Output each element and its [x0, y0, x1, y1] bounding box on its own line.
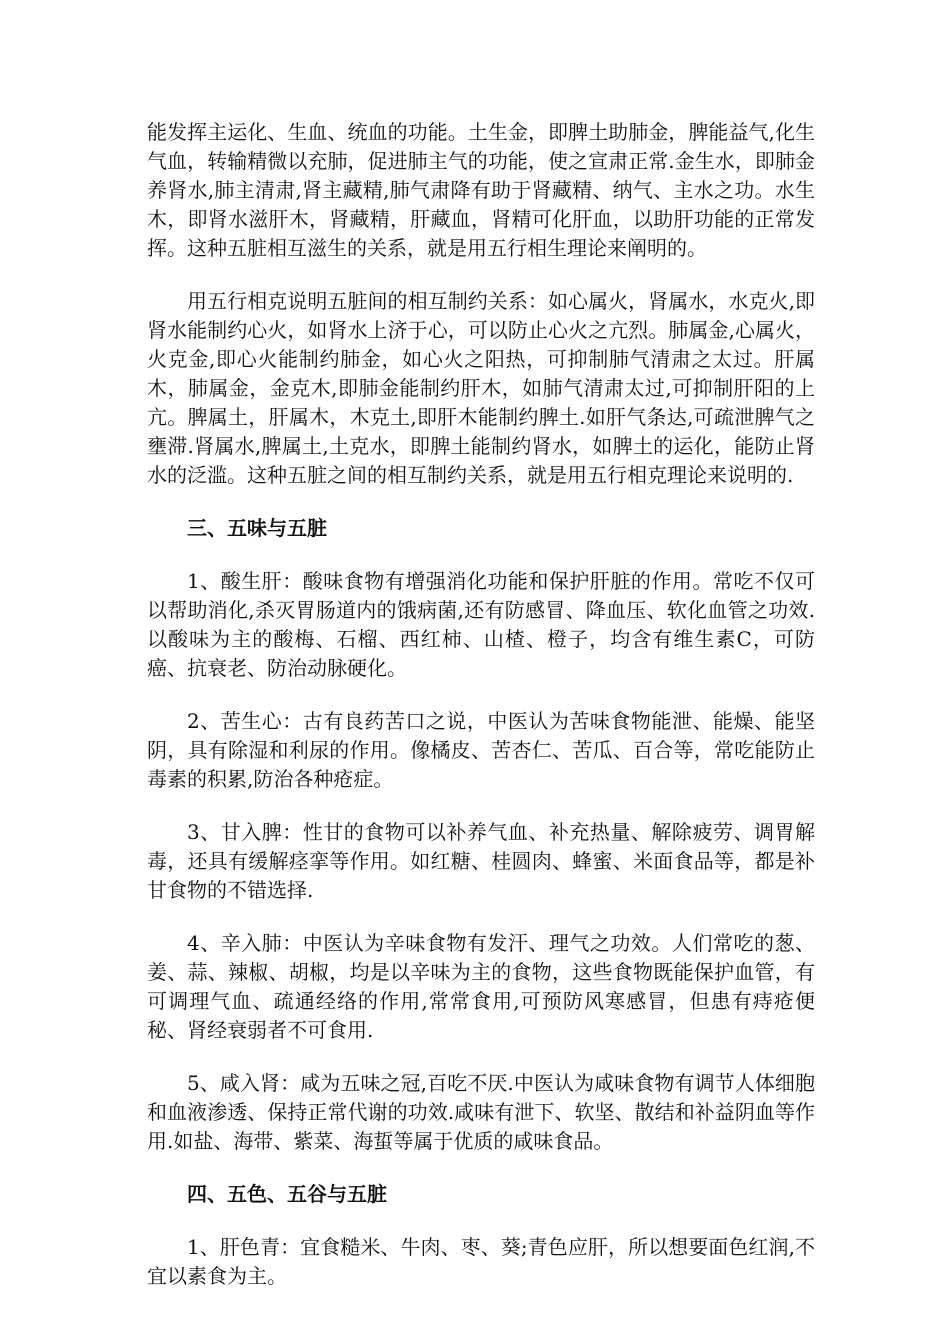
paragraph-sour-liver: 1、酸生肝：酸味食物有增强消化功能和保护肝脏的作用。常吃不仅可以帮助消化,杀灭胃肠道内的饿病菌,还有防感冒、降血压、软化血管之功效.以酸味为主的酸梅、石榴、西红柿、山楂、橙子，均含有维生素C，可防癌、抗衰老、防治动脉硬化。	[147, 569, 815, 680]
paragraph-bitter-heart: 2、苦生心：古有良药苦口之说，中医认为苦味食物能泄、能燥、能坚阴，具有除湿和利尿的作用。像橘皮、苦杏仁、苦瓜、百合等，常吃能防止毒素的积累,防治各种疮症。	[147, 709, 815, 791]
paragraph-pungent-lung: 4、辛入肺：中医认为辛味食物有发汗、理气之功效。人们常吃的葱、姜、蒜、辣椒、胡椒，均是以辛味为主的食物，这些食物既能保护血管，有可调理气血、疏通经络的作用,常常食用,可预防风寒感冒，但患有痔疮便秘、肾经衰弱者不可食用.	[147, 931, 815, 1042]
paragraph-spleen-lung-kidney-liver: 能发挥主运化、生血、统血的功能。土生金，即脾土助肺金，脾能益气,化生气血，转输精微以充肺，促进肺主气的功能，使之宣肃正常.金生水，即肺金养肾水,肺主清肃,肾主藏精,肺气肃降有助于肾藏精、纳气、主水之功。水生木，即肾水滋肝木，肾藏精，肝藏血，肾精可化肝血，以助肝功能的正常发挥。这种五脏相互滋生的关系，就是用五行相生理论来阐明的。	[147, 120, 815, 260]
section-heading-five-colors: 四、五色、五谷与五脏	[187, 1182, 387, 1206]
document-body	[147, 118, 815, 1315]
paragraph-five-elements-restraint: 用五行相克说明五脏间的相互制约关系：如心属火，肾属水，水克火,即肾水能制约心火，如肾水上济于心，可以防止心火之亢烈。肺属金,心属火，火克金,即心火能制约肺金，如心火之阳热，可抑制肺气清肃之太过。肝属木，肺属金，金克木,即肺金能制约肝木，如肺气清肃太过,可抑制肝阳的上亢。脾属土，肝属木，木克土,即肝木能制约脾土.如肝气条达,可疏泄脾气之壅滞.肾属水,脾属土,土克水，即脾土能制约肾水，如脾土的运化，能防止肾水的泛滥。这种五脏之间的相互制约关系，就是用五行相克理论来说明的.	[147, 289, 815, 487]
paragraph-liver-green: 1、肝色青：宜食糙米、牛肉、枣、葵;青色应肝，所以想要面色红润,不宜以素食为主。	[147, 1235, 815, 1288]
section-heading-five-tastes: 三、五味与五脏	[187, 516, 327, 540]
paragraph-salty-kidney: 5、咸入肾：咸为五味之冠,百吃不厌.中医认为咸味食物有调节人体细胞和血液渗透、保持正常代谢的功效.咸味有泄下、软坚、散结和补益阴血等作用.如盐、海带、紫菜、海蜇等属于优质的咸味食品。	[147, 1071, 815, 1153]
paragraph-sweet-spleen: 3、甘入脾：性甘的食物可以补养气血、补充热量、解除疲劳、调胃解毒，还具有缓解痉挛等作用。如红糖、桂圆肉、蜂蜜、米面食品等，都是补甘食物的不错选择.	[147, 820, 815, 902]
